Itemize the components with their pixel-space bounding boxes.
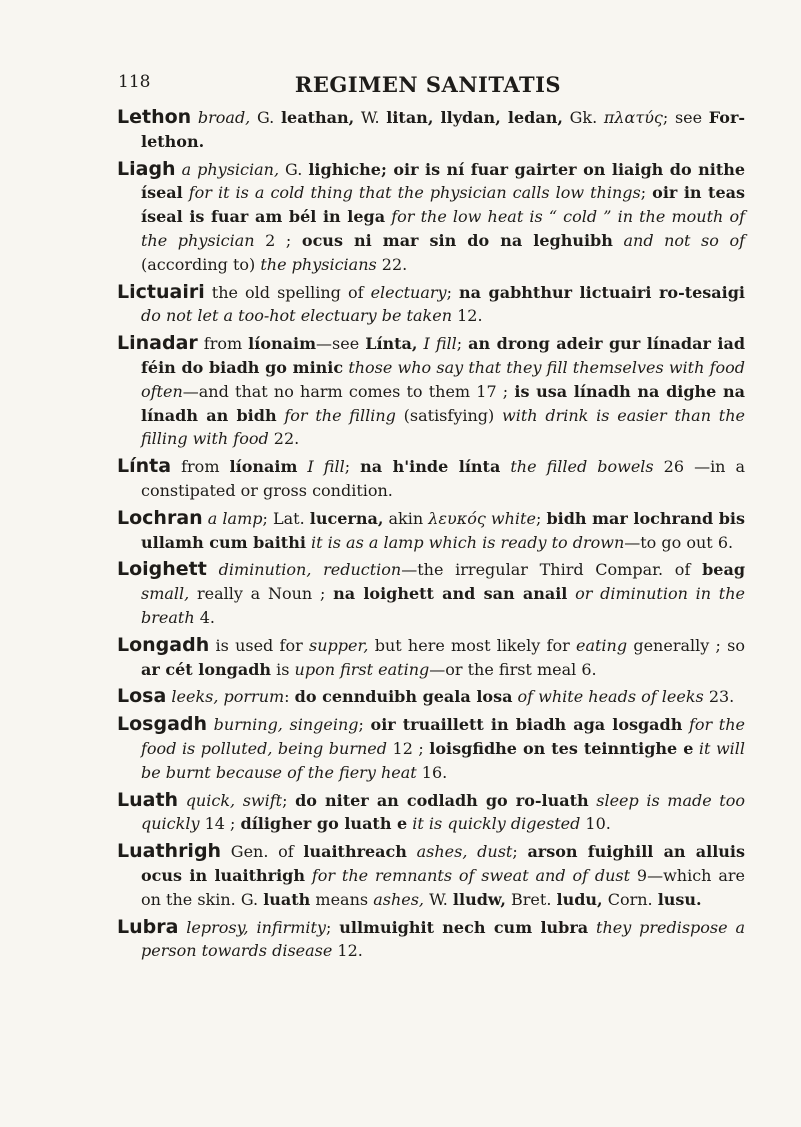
gaelic-text: leathan, [280,108,355,127]
translation-text: white [490,508,536,528]
glossary-entry [117,713,745,784]
gloss-text: is used for [215,635,309,655]
entry-headword: Losgadh [117,713,208,736]
running-head: REGIMEN SANITATIS [294,72,562,97]
translation-text: the physicians [260,254,377,274]
gloss-text [500,457,510,476]
translation-text: small, [141,584,190,604]
gloss-text [613,231,624,250]
gaelic-text: díligher go luath e [240,814,408,834]
translation-text: it is as a lamp which is ready to drown [311,532,625,552]
gloss-text: 10. [580,814,611,834]
glossary-entry [117,455,745,503]
translation-text: ashes, [373,889,425,909]
gaelic-text: lusu. [657,889,702,909]
translation-text: it is quickly digested [412,814,581,834]
entry-headword: Luath [117,788,179,811]
gaelic-text: na gabhthur lictuairi ro-tesaigi [459,282,745,302]
entry-headword: Luathrigh [117,840,222,863]
translation-text: do not let a too-hot electuary be taken [141,306,452,326]
gaelic-text: ocus ni mar sin do na leghuibh [301,230,613,250]
translation-text: a lamp [207,508,263,528]
entry-headword: Losa [117,685,167,708]
gloss-text: (satisfying) [395,405,503,425]
entry-headword: Lochran [117,506,203,529]
gaelic-text: is usa línadh na dighe na línadh an bidh [141,381,746,425]
translation-text: leprosy, infirmity [186,917,326,937]
gaelic-text: líonaim [248,334,317,354]
translation-text: they predispose a person towards disease [141,917,746,961]
gaelic-text: oir truaillett in biadh aga losgadh [370,715,683,735]
gaelic-text: an drong adeir gur línadar iad féin do biadh go minic [141,334,746,377]
glossary-entry [117,634,745,682]
gloss-text: ; [358,715,371,735]
translation-text: sleep is made too quickly [141,790,746,834]
translation-text: for the low heat is “ cold ” in the mouth of the physician [141,207,746,250]
gloss-text: ; see [662,108,709,127]
gaelic-text: ludu, [556,889,603,909]
gaelic-text: na loighett and san anail [333,584,568,604]
gaelic-text: lucerna, [309,508,384,528]
glossary-entry [117,332,745,451]
gloss-text: —the irregular Third Compar. of [401,560,703,580]
translation-text: a physician, [181,159,280,179]
gloss-text: the old spelling of [211,282,371,302]
gloss-text: is [271,659,295,679]
gloss-text: from [203,334,249,354]
gloss-text: 2 ; [254,230,302,250]
gloss-text: Gen. of [230,842,304,862]
gaelic-text: Línta, [365,334,418,354]
gloss-text: 12 ; [387,738,430,758]
entry-headword: Línta [117,455,172,478]
page-number: 118 [118,72,151,92]
translation-text: electuary [370,282,447,302]
translation-text: broad, [197,108,251,127]
gloss-text: —to go out 6. [624,532,734,552]
gaelic-text: luaithreach [303,842,407,862]
gloss-text: but here most likely for [368,635,576,655]
gloss-text [567,584,575,603]
gloss-text: Corn. [602,889,658,909]
gaelic-text: bidh mar lochrand bis ullamh cum baithi [141,508,746,552]
translation-text: I fill [307,457,345,477]
gloss-text: 26 —in a constipated or gross condition. [141,457,746,500]
gloss-text: ; [512,842,528,862]
translation-text: with drink is easier than the filling with food [141,405,745,449]
gaelic-text: líonaim [229,457,298,477]
gloss-text: Bret. [505,889,557,909]
gloss-text: ; [535,508,547,528]
entry-headword: Lictuairi [117,280,205,303]
gloss-text: ; [344,457,361,477]
translation-text: I fill [423,334,457,354]
gloss-text: —and that no harm comes to them 17 ; [182,381,515,401]
translation-text: πλατύς [603,108,663,127]
gaelic-text: oir in teas íseal is fuar am bél in lega [141,183,745,227]
gaelic-text: For-lethon. [141,108,746,151]
entry-headword: Lubra [117,915,179,938]
gloss-text: 12. [332,941,363,961]
gloss-text: means [310,889,374,909]
gloss-text: from [181,457,230,477]
gloss-text: 16. [416,762,448,782]
gloss-text [305,866,312,885]
gloss-text: 12. [452,306,483,326]
gloss-text: 22. [376,254,408,274]
gaelic-text: do niter an codladh go ro-luath [295,790,589,810]
translation-text: for it is a cold thing that the physician calls low things [188,183,641,203]
translation-text: supper, [309,635,369,655]
translation-text: burning, singeing [213,715,359,735]
translation-text: upon first eating [294,659,430,679]
gaelic-text: litan, llydan, ledan, [386,108,563,127]
translation-text: leeks, porrum [171,687,285,707]
gloss-text: Gk. [562,108,604,127]
gloss-text: ; [640,183,653,203]
gloss-text [407,842,417,861]
gloss-text: 4. [194,607,215,627]
gloss-text: G. [279,159,309,179]
translation-text: eating [575,635,628,655]
gloss-text: G. [250,108,281,127]
translation-text: for the filling [284,405,396,425]
translation-text: for the food is polluted, being burned [141,715,745,758]
gloss-text: W. [424,889,453,909]
translation-text: or diminution in the breath [141,584,746,627]
gloss-text: akin [383,508,429,528]
translation-text: diminution, reduction [218,560,402,580]
entry-headword: Linadar [117,332,198,355]
translation-text: for the remnants of sweat and of dust [311,865,631,885]
gaelic-text: lludw, [452,889,506,909]
gloss-text: 9—which are on the skin. G. [141,865,745,909]
glossary-entry [117,685,745,709]
glossary-entry [117,158,745,277]
glossary-entry [117,507,745,555]
gloss-text: (according to) [141,254,261,274]
gloss-text: ; [446,282,460,302]
gaelic-text: arson fuighill an alluis ocus in luaithrigh [141,842,745,885]
translation-text: ashes, dust [416,842,513,862]
translation-text: of white heads of leeks [517,687,704,707]
gloss-text: ; Lat. [262,508,310,528]
gaelic-text: luath [263,889,311,909]
glossary-entry [117,916,745,964]
gloss-text: : [284,687,295,707]
gaelic-text: ullmuighit nech cum lubra [339,917,589,937]
gloss-text: —see [316,334,366,354]
gloss-text: 14 ; [199,814,241,834]
gloss-text [297,457,307,476]
translation-text: and not so of [623,230,746,250]
gloss-text: ; [325,917,340,937]
gloss-text [588,918,596,937]
gloss-text: really a Noun ; [189,584,334,604]
glossary-entries [117,106,745,967]
entry-headword: Longadh [117,633,210,656]
page-header [118,72,738,96]
translation-text: quick, swift [185,790,283,810]
gaelic-text: ar cét longadh [141,659,272,679]
glossary-entry [117,281,745,329]
gaelic-text: do cennduibh geala losa [294,687,513,707]
gloss-text: —or the first meal 6. [429,659,597,679]
gaelic-text: loisgfidhe on tes teinntighe e [429,738,694,758]
translation-text: the filled bowels [510,457,654,477]
entry-headword: Liagh [117,157,176,180]
gloss-text: ; [282,790,296,810]
gloss-text: 22. [268,429,300,449]
entry-headword: Loighett [117,558,207,581]
gloss-text: ; [456,334,469,354]
glossary-entry [117,840,745,911]
translation-text: λευκός [428,508,486,528]
gloss-text: 23. [703,687,735,707]
gaelic-text: beag [702,560,745,580]
glossary-entry [117,789,745,837]
gaelic-text: lighiche; oir is ní fuar gairter on liaigh do nithe íseal [141,159,746,203]
translation-text: it will be burnt because of the fiery heat [141,738,745,782]
entry-headword: Lethon [117,106,192,128]
gaelic-text: na h'inde línta [360,457,501,477]
gloss-text: W. [354,108,387,127]
glossary-entry [117,558,745,629]
gloss-text [682,715,689,734]
gloss-text: generally ; so [627,635,746,655]
glossary-entry [117,106,745,154]
translation-text: those who say that they fill themselves with food often [141,357,746,401]
